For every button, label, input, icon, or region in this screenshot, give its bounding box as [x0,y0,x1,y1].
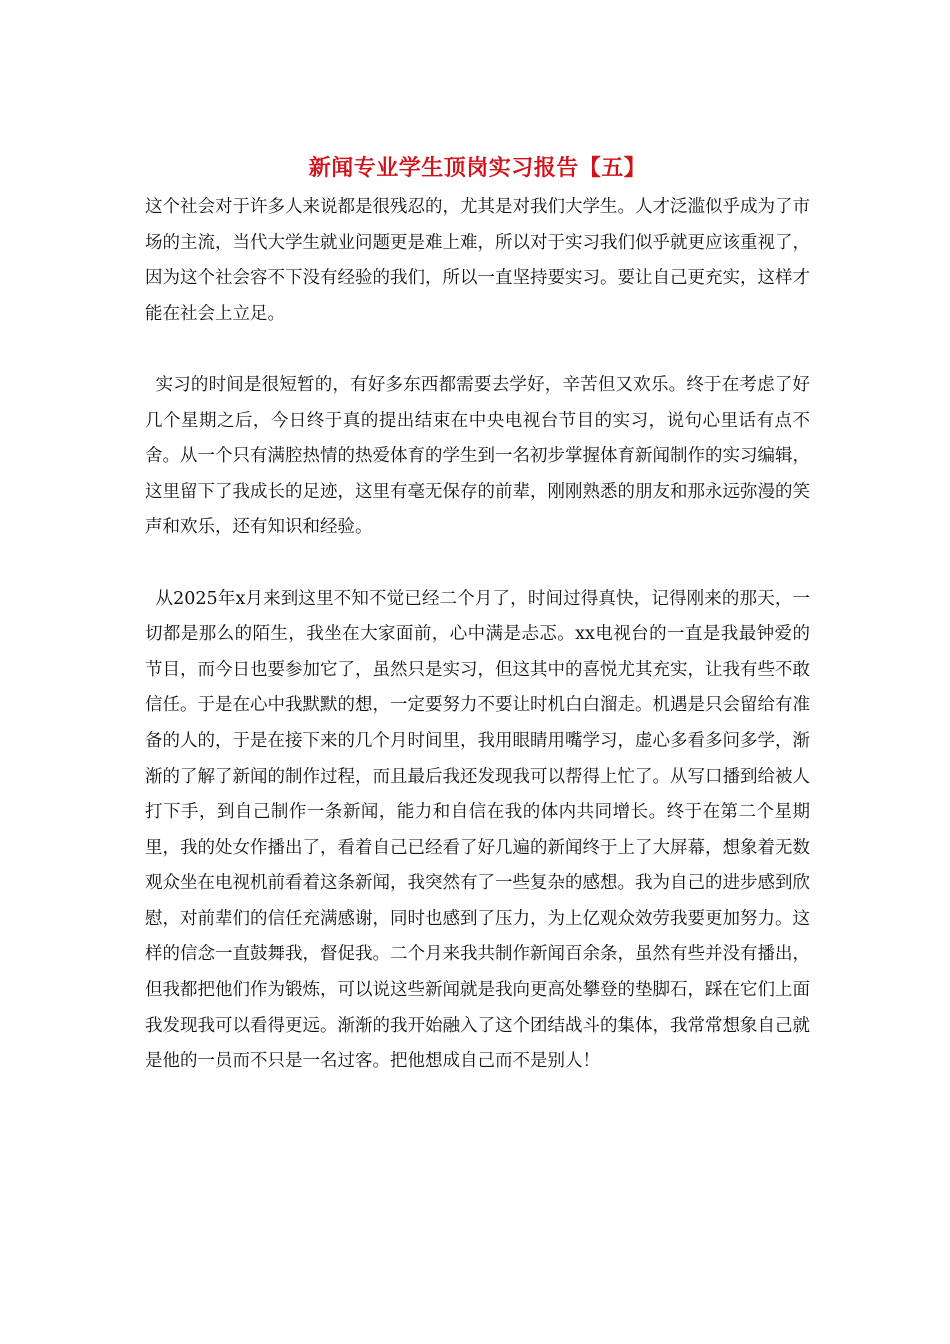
document-title: 新闻专业学生顶岗实习报告【五】 [308,155,647,181]
paragraph-spacer [145,332,810,368]
document-body [145,148,810,1080]
paragraph-3: 从2025年x月来到这里不知不觉已经二个月了，时间过得真快，记得刚来的那天，一切都是那么的陌生，我坐在大家面前，心中满是忐忑。xx电视台的一直是我最钟爱的节目，而今日也要参加它了，虽然只是实习，但这其中的喜悦尤其充实，让我有些不敢信任。于是在心中我默默的想，一定要努力不要让时机白白溜走。机遇是只会留给有准备的人的，于是在接下来的几个月时间里，我用眼睛用嘴学习，虚心多看多问多学，渐渐的了解了新闻的制作过程，而且最后我还发现我可以帮得上忙了。从写口播到给被人打下手，到自己制作一条新闻，能力和自信在我的体内共同增长。终于在第二个星期里，我的处女作播出了，看着自己已经看了好几遍的新闻终于上了大屏幕，想象着无数观众坐在电视机前看着这条新闻，我突然有了一些复杂的感想。我为自己的进步感到欣慰，对前辈们的信任充满感谢，同时也感到了压力，为上亿观众效劳我要更加努力。这样的信念一直鼓舞我，督促我。二个月来我共制作新闻百余条，虽然有些并没有播出，但我都把他们作为锻炼，可以说这些新闻就是我向更高处攀登的垫脚石，踩在它们上面我发现我可以看得更远。渐渐的我开始融入了这个团结战斗的集体，我常常想象自己就是他的一员而不只是一名过客。把他想成自己而不是别人！ [145,588,810,1072]
paragraph-spacer [145,546,810,582]
paragraph-2: 实习的时间是很短暂的，有好多东西都需要去学好，辛苦但又欢乐。终于在考虑了好几个星期之后，今日终于真的提出结束在中央电视台节目的实习，说句心里话有点不舍。从一个只有满腔热情的热爱体育的学生到一名初步掌握体育新闻制作的实习编辑，这里留下了我成长的足迹，这里有毫无保存的前辈，刚刚熟悉的朋友和那永远弥漫的笑声和欢乐，还有知识和经验。 [145,374,810,538]
paragraph-1: 这个社会对于许多人来说都是很残忍的，尤其是对我们大学生。人才泛滥似乎成为了市场的主流，当代大学生就业问题更是难上难，所以对于实习我们似乎就更应该重视了，因为这个社会容不下没有经验的我们，所以一直坚持要实习。要让自己更充实，这样才能在社会上立足。 [145,197,810,324]
